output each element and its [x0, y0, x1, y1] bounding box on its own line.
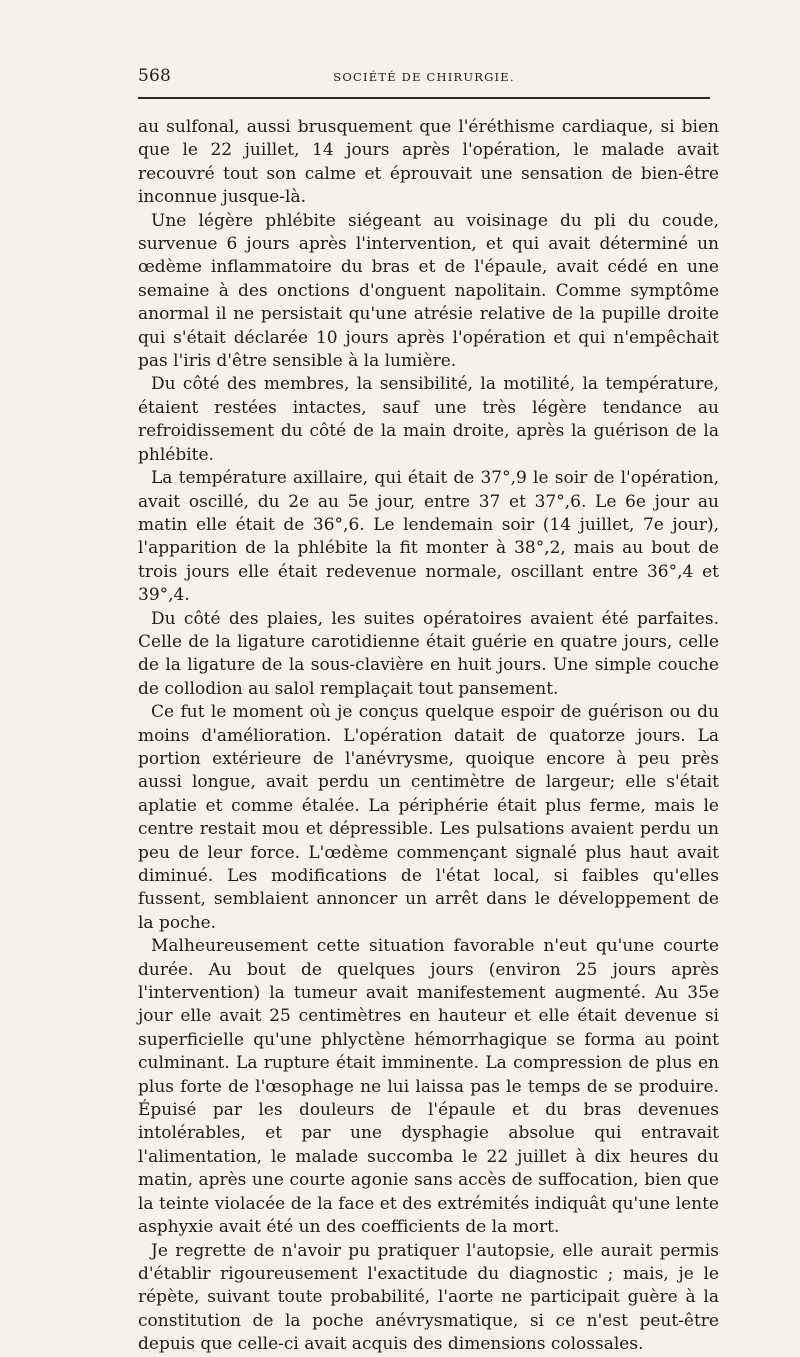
page-header — [138, 62, 710, 102]
paragraph-2: Une légère phlébite siégeant au voisinage du pli du coude, survenue 6 jours après l'intervention, et qui avait déterminé un œdème inflammatoire du bras et de l'épaule, avait cédé en une semaine à des onctions d'onguent napolitain. Comme symptôme anormal il ne persistait qu'une atrésie relative de la pupille droite qui s'était déclarée 10 jours après l'opération et qui n'empêchait pas l'iris d'être sensible à la lumière. — [138, 210, 719, 372]
header-rule — [138, 97, 710, 99]
paragraph-4: La température axillaire, qui était de 37°,9 le soir de l'opération, avait oscillé, du 2e au 5e jour, entre 37 et 37°,6. Le 6e jour au matin elle était de 36°,6. Le lendemain soir (14 juillet, 7e jour), l'apparition de la phlébite la fit monter à 38°,2, mais au bout de trois jours elle était redevenue normale, oscillant entre 36°,4 et 39°,4. — [138, 468, 719, 606]
running-title: SOCIÉTÉ DE CHIRURGIE. — [333, 70, 515, 84]
paragraph-6: Ce fut le moment où je conçus quelque espoir de guérison ou du moins d'amélioration. L'opération datait de quatorze jours. La portion extérieure de l'anévrysme, quoique encore à peu près aussi longue, avait perdu un centimètre de largeur; elle s'était aplatie et comme étalée. La périphérie était plus ferme, mais le centre restait mou et dépressible. Les pulsations avaient perdu un peu de leur force. L'œdème commençant signalé plus haut avait diminué. Les modifications de l'état local, si faibles qu'elles fussent, semblaient annoncer un arrêt dans le développement de la poche. — [138, 702, 719, 933]
paragraph-7: Malheureusement cette situation favorable n'eut qu'une courte durée. Au bout de quelques jours (environ 25 jours après l'intervention) la tumeur avait manifestement augmenté. Au 35e jour elle avait 25 centimètres en hauteur et elle était devenue si superficielle qu'une phlyctène hémorrhagique se forma au point culminant. La rupture était imminente. La compression de plus en plus forte de l'œsophage ne lui laissa pas le temps de se produire. Épuisé par les douleurs de l'épaule et du bras devenues intolérables, et par une dysphagie absolue qui entravait l'alimentation, le malade succomba le 22 juillet à dix heures du matin, après une courte agonie sans accès de suffocation, bien que la teinte violacée de la face et des extrémités indiquât qu'une lente asphyxie avait été un des coefficients de la mort. — [138, 936, 719, 1238]
paragraph-5: Du côté des plaies, les suites opératoires avaient été parfaites. Celle de la ligature carotidienne était guérie en quatre jours, celle de la ligature de la sous-clavière en huit jours. Une simple couche de collodion au salol remplaçait tout pansement. — [138, 608, 719, 699]
paragraph-8: Je regrette de n'avoir pu pratiquer l'autopsie, elle aurait permis d'établir rigoureusement l'exactitude du diagnostic ; mais, je le répète, suivant toute probabilité, l'aorte ne participait guère à la constitution de la poche anévrysmatique, si ce n'est peut-être depuis que celle-ci avait acquis des dimensions colossales. — [138, 1240, 719, 1355]
paragraph-3: Du côté des membres, la sensibilité, la motilité, la température, étaient restées intactes, sauf une très légère tendance au refroidissement du côté de la main droite, après la guérison de la phlébite. — [138, 374, 719, 465]
page-number: 568 — [138, 66, 172, 86]
paragraph-1: au sulfonal, aussi brusquement que l'éréthisme cardiaque, si bien que le 22 juillet, 14 jours après l'opération, le malade avait recouvré tout son calme et éprouvait une sensation de bien-être inconnue jusque-là. — [138, 117, 719, 208]
body-text — [138, 116, 719, 1357]
